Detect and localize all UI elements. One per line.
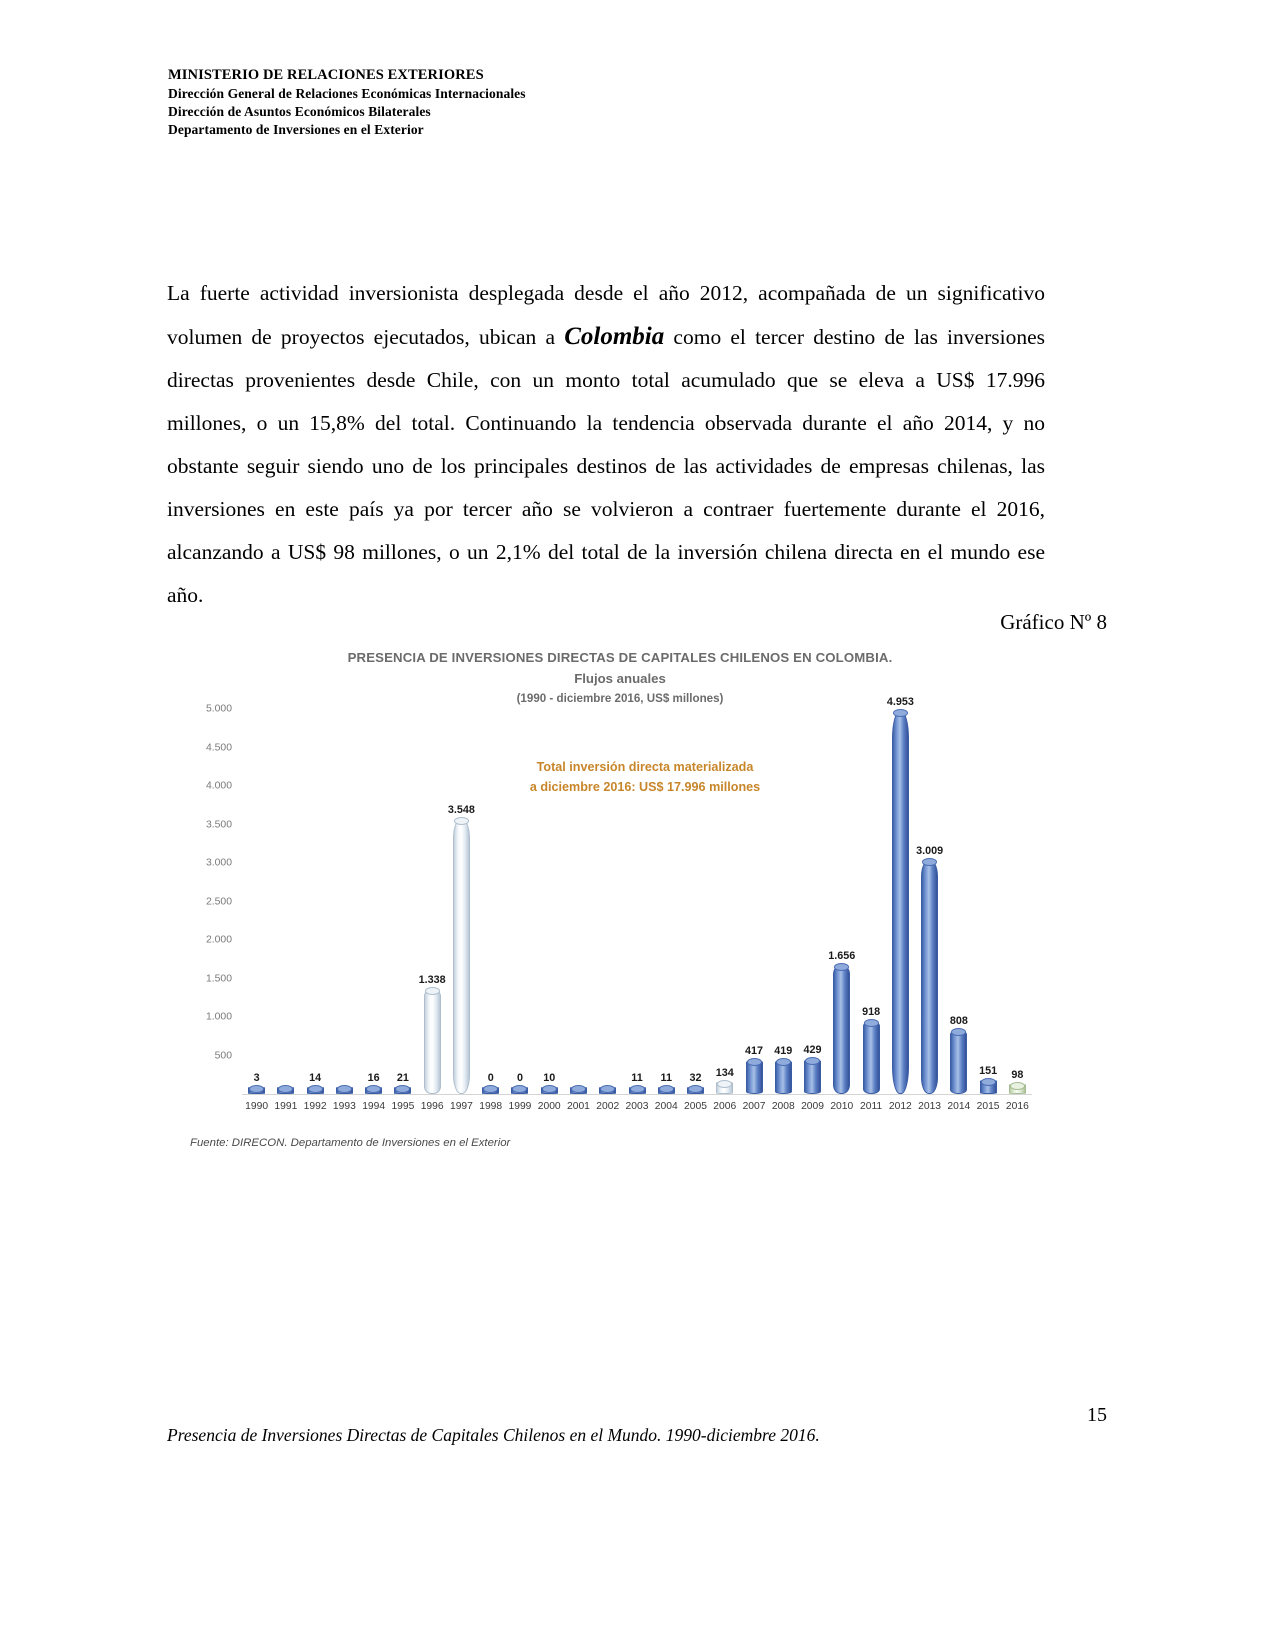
bar-column[interactable] (747, 1045, 762, 1094)
y-axis-tick: 5.000 (205, 703, 232, 715)
letterhead-line-3: Dirección de Asuntos Económicos Bilaterales (168, 104, 431, 119)
bar-column[interactable] (571, 1087, 586, 1094)
x-axis-tick-label: 1998 (479, 1101, 503, 1112)
x-axis-tick-label: 2010 (830, 1101, 854, 1112)
bar-column[interactable] (688, 1072, 703, 1094)
x-axis-tick-label: 1999 (508, 1101, 532, 1112)
bar-cylinder-top (571, 1085, 586, 1093)
letterhead-line-1: MINISTERIO DE RELACIONES EXTERIORES (168, 67, 484, 83)
x-axis-tick-label: 2003 (625, 1101, 649, 1112)
bar-cylinder (277, 1087, 294, 1094)
bar-cylinder (716, 1082, 733, 1094)
bar-value-label: 417 (745, 1044, 764, 1057)
bar-column[interactable] (951, 1015, 966, 1094)
bar-column[interactable] (483, 1072, 498, 1094)
bar-column[interactable] (308, 1072, 323, 1094)
bar-cylinder-top (483, 1085, 498, 1093)
bar-cylinder-top (951, 1028, 966, 1036)
bar-cylinder (424, 989, 441, 1094)
bar-column[interactable] (366, 1072, 381, 1094)
bar-cylinder-top (747, 1058, 762, 1066)
x-axis-tick-label: 2008 (771, 1101, 795, 1112)
bar-cylinder-top (454, 817, 469, 825)
x-axis-tick-label: 2002 (596, 1101, 620, 1112)
bar-value-label: 1.656 (828, 949, 856, 962)
figure-caption-label: Gráfico Nº 8 (1000, 610, 1107, 634)
x-axis-tick-label: 2005 (684, 1101, 707, 1112)
bar-value-label: 14 (309, 1072, 322, 1084)
bar-cylinder-top (278, 1085, 293, 1093)
bar-value-label: 3.009 (916, 845, 944, 858)
bar-value-label: 21 (396, 1072, 409, 1084)
bar-value-label: 419 (774, 1044, 793, 1057)
bar-cylinder (248, 1087, 265, 1094)
x-axis-tick-label: 2015 (976, 1101, 1000, 1112)
bar-column[interactable] (278, 1087, 293, 1094)
bar-cylinder-top (600, 1085, 615, 1093)
bar-column[interactable] (600, 1087, 615, 1094)
x-axis-tick-label: 1993 (332, 1101, 356, 1112)
bar-cylinder (307, 1087, 324, 1094)
bar-value-label: 151 (979, 1065, 998, 1078)
letterhead-line-4: Departamento de Inversiones en el Exterior (168, 122, 424, 137)
x-axis-tick-label: 2011 (859, 1101, 883, 1112)
bar-column[interactable] (395, 1072, 410, 1094)
letterhead (168, 66, 968, 139)
bar-cylinder (892, 711, 909, 1094)
x-axis-tick-label: 2009 (801, 1101, 824, 1112)
bar-column[interactable] (542, 1072, 557, 1094)
y-axis-tick: 4.500 (205, 742, 232, 753)
bar-cylinder (511, 1087, 528, 1094)
x-axis-tick-label: 1995 (391, 1101, 415, 1112)
y-axis-tick: 500 (214, 1050, 232, 1061)
bar-column[interactable] (630, 1072, 645, 1094)
x-axis-tick-label: 2004 (654, 1101, 678, 1112)
chart-annotation-line-2: a diciembre 2016: US$ 17.996 millones (529, 780, 761, 794)
bar-cylinder-top (776, 1058, 791, 1066)
bar-cylinder (746, 1060, 763, 1094)
bar-cylinder (980, 1080, 997, 1094)
bar-cylinder (658, 1087, 675, 1094)
bar-cylinder (482, 1087, 499, 1094)
bar-cylinder (775, 1060, 792, 1094)
bar-value-label: 3 (253, 1072, 260, 1084)
bar-column[interactable] (828, 949, 856, 1095)
bar-cylinder (1009, 1084, 1026, 1094)
bar-value-label: 10 (543, 1072, 556, 1084)
bar-value-label: 16 (367, 1072, 380, 1084)
bar-cylinder (687, 1087, 704, 1094)
bar-value-label: 4.953 (886, 695, 914, 708)
x-axis-tick-label: 1994 (362, 1101, 386, 1112)
chart-subtitle-1: Flujos anuales (574, 671, 666, 686)
chart-subtitle-2: (1990 - diciembre 2016, US$ millones) (516, 692, 724, 705)
paragraph-highlight-colombia: Colombia (564, 322, 665, 350)
bar-cylinder-top (308, 1085, 323, 1093)
bar-value-label: 429 (803, 1043, 822, 1056)
bar-cylinder (541, 1087, 558, 1094)
bar-value-label: 11 (631, 1072, 643, 1084)
x-axis-tick-label: 2000 (537, 1101, 561, 1112)
bar-cylinder (453, 819, 470, 1094)
bar-cylinder-top (542, 1085, 557, 1093)
bar-column[interactable] (864, 1006, 879, 1094)
bar-cylinder-top (922, 858, 937, 866)
x-axis-tick-label: 2001 (567, 1101, 590, 1112)
bar-cylinder-top (630, 1085, 645, 1093)
y-axis-ticks (180, 703, 232, 1094)
bar-value-label: 808 (949, 1014, 968, 1027)
x-axis-tick-label: 2013 (918, 1101, 942, 1112)
bar-cylinder (950, 1030, 967, 1094)
bar-column[interactable] (337, 1087, 352, 1094)
bar-column[interactable] (805, 1044, 820, 1094)
bar-cylinder-top (864, 1019, 879, 1027)
x-axis-tick-label: 2016 (1005, 1101, 1029, 1112)
y-axis-tick: 4.000 (205, 780, 232, 792)
bar-column[interactable] (886, 695, 914, 1094)
bar-cylinder-top (688, 1085, 703, 1093)
bar-cylinder (365, 1087, 382, 1094)
bar-value-label: 3.548 (447, 803, 475, 816)
bar-cylinder-top (659, 1085, 674, 1093)
y-axis-tick: 3.000 (205, 857, 232, 869)
bar-cylinder (570, 1087, 587, 1094)
bar-column[interactable] (1010, 1069, 1025, 1094)
y-axis-tick: 2.000 (205, 934, 232, 946)
y-axis-tick: 1.000 (205, 1011, 232, 1023)
chart-title: PRESENCIA DE INVERSIONES DIRECTAS DE CAPITALES CHILENOS EN COLOMBIA. (347, 650, 893, 665)
bar-value-label: 11 (660, 1072, 672, 1084)
bar-value-label: 918 (862, 1006, 881, 1019)
bar-cylinder-top (395, 1085, 410, 1093)
x-axis-tick-label: 1990 (245, 1101, 269, 1112)
bar-cylinder-top (249, 1085, 264, 1093)
bar-cylinder-top (425, 987, 440, 995)
bar-cylinder (394, 1087, 411, 1094)
bar-column[interactable] (659, 1072, 674, 1094)
bar-value-label: 0 (487, 1072, 494, 1084)
bar-cylinder (833, 965, 850, 1095)
x-axis-tick-label: 1991 (274, 1101, 298, 1112)
paragraph-part-2: como el tercer destino de las inversiones directas provenientes desde Chile, con un monto total acumulado que se eleva a US$ 17.996 millones, o un 15,8% del total. Continuando la tendencia observada durante el año 2014, y no obstante seguir siendo uno de los principales destinos de las actividades de empresas chilenas, las inversiones en este país ya por tercer año se volvieron a contraer fuertemente durante el 2016, alcanzando a US$ 98 millones, o un 2,1% del total de la inversión chilena directa en el mundo ese año. (167, 324, 1045, 607)
bar-cylinder-top (893, 709, 908, 717)
bar-column[interactable] (418, 973, 446, 1094)
bar-cylinder-top (805, 1057, 820, 1065)
bar-cylinder (599, 1087, 616, 1094)
footer-note: Presencia de Inversiones Directas de Capitales Chilenos en el Mundo. 1990-diciembre 2016. (167, 1425, 820, 1445)
bar-cylinder (804, 1059, 821, 1094)
bar-cylinder (336, 1087, 353, 1094)
bar-column[interactable] (916, 845, 944, 1094)
bar-cylinder (629, 1087, 646, 1094)
bar-cylinder-top (717, 1080, 732, 1088)
x-axis-labels (242, 1101, 1032, 1121)
y-axis-tick: 2.500 (205, 896, 232, 907)
x-axis-tick-label: 2007 (742, 1101, 766, 1112)
x-axis-line (242, 1094, 1032, 1095)
letterhead-line-2: Dirección General de Relaciones Económicas Internacionales (168, 86, 526, 101)
bar-cylinder (921, 860, 938, 1094)
bar-cylinder-top (337, 1085, 352, 1093)
bar-column[interactable] (512, 1072, 527, 1094)
x-axis-tick-label: 2012 (888, 1101, 912, 1112)
chart-figure (180, 645, 1060, 1175)
bar-column[interactable] (447, 803, 475, 1094)
bar-column[interactable] (249, 1072, 264, 1094)
bar-cylinder-top (1010, 1082, 1025, 1090)
bar-column[interactable] (776, 1045, 791, 1094)
page-number: 15 (1087, 1404, 1107, 1426)
bar-column[interactable] (717, 1067, 732, 1094)
x-axis-tick-label: 1992 (303, 1101, 327, 1112)
bar-cylinder-top (981, 1078, 996, 1086)
bar-value-label: 32 (689, 1072, 702, 1084)
bar-cylinder-top (512, 1085, 527, 1093)
y-axis-tick: 1.500 (205, 973, 232, 984)
bar-value-label: 98 (1011, 1069, 1024, 1082)
bar-value-label: 134 (715, 1066, 734, 1079)
bar-cylinder (863, 1021, 880, 1094)
chart-source-note: Fuente: DIRECON. Departamento de Inversiones en el Exterior (190, 1137, 511, 1149)
bar-value-label: 1.338 (418, 973, 446, 986)
bar-cylinder-top (366, 1085, 381, 1093)
x-axis-tick-label: 1996 (420, 1101, 444, 1112)
paragraph-part-1: La fuerte actividad inversionista desplegada desde el año 2012, acompañada de un significativo volumen de proyectos ejecutados, ubican a (167, 280, 1045, 349)
x-axis-tick-label: 2006 (713, 1101, 737, 1112)
y-axis-tick: 3.500 (205, 819, 232, 830)
chart-annotation-line-1: Total inversión directa materializada (536, 760, 754, 774)
bar-value-label: 0 (516, 1072, 523, 1084)
x-axis-tick-label: 2014 (947, 1101, 971, 1112)
bar-cylinder-top (834, 963, 849, 971)
body-paragraph (167, 272, 1045, 617)
x-axis-tick-label: 1997 (449, 1101, 473, 1112)
bar-column[interactable] (981, 1065, 996, 1094)
